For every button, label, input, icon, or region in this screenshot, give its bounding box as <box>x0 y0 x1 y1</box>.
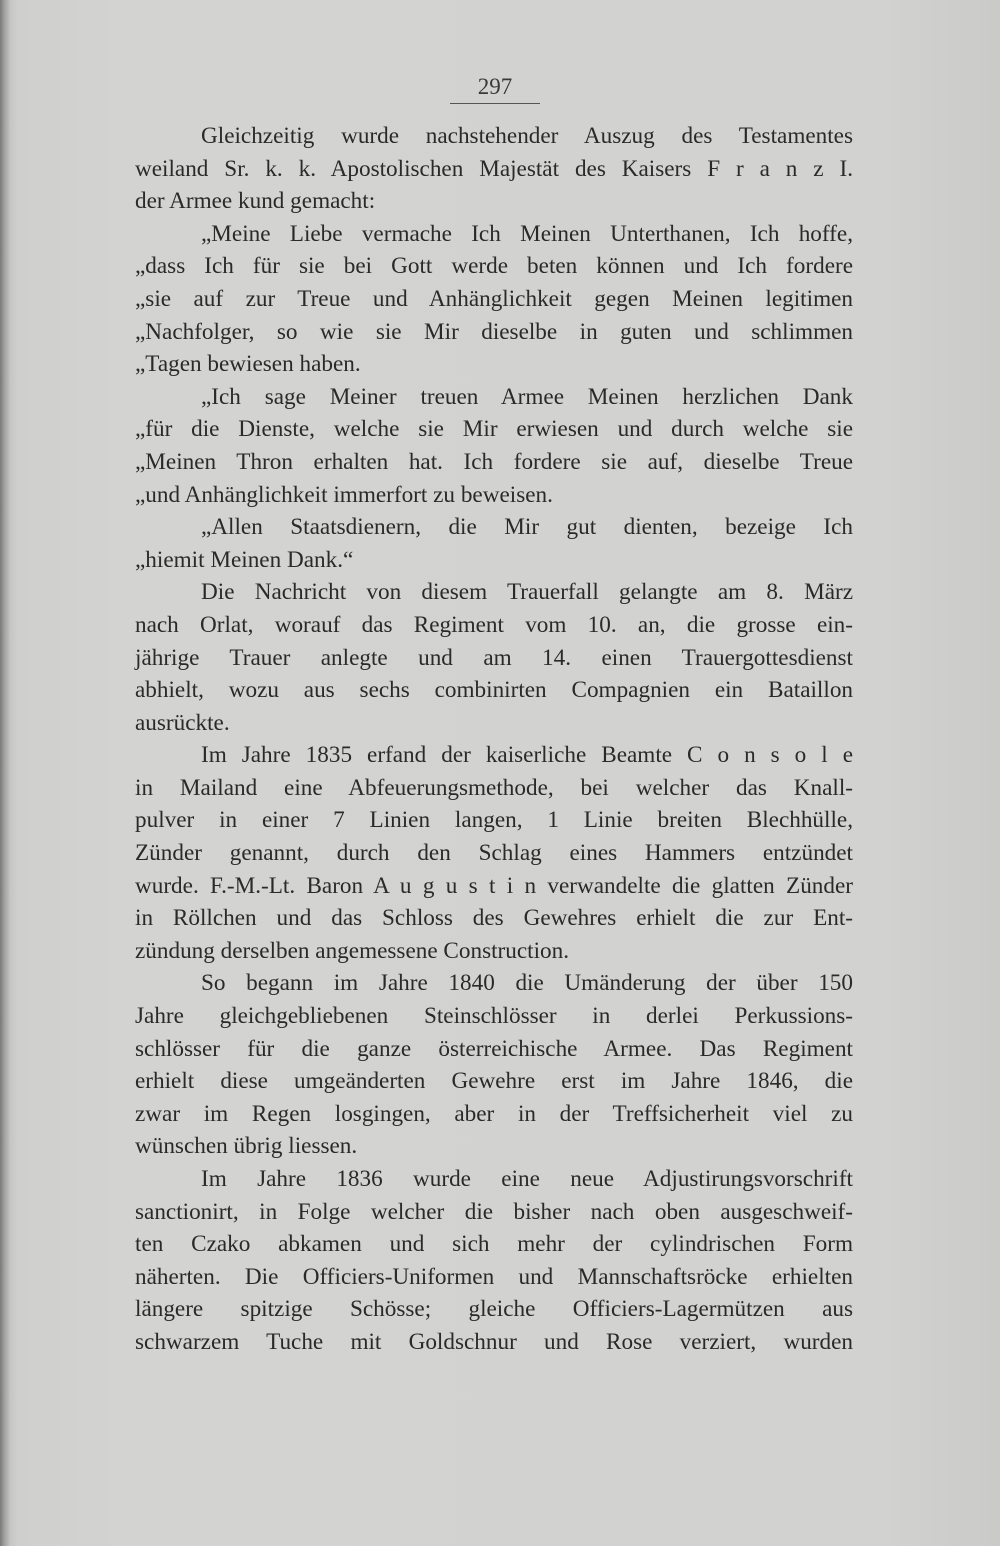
text-line: „hiemit Meinen Dank.“ <box>135 546 354 573</box>
text-line: nach Orlat, worauf das Regiment vom 10. an, die grosse ein- <box>135 611 853 638</box>
text-line: der Armee kund gemacht: <box>135 188 376 215</box>
text-line: ten Czako abkamen und sich mehr der cylindrischen Form <box>135 1231 853 1258</box>
text-line: sanctionirt, in Folge welcher die bisher nach oben ausgeschweif- <box>135 1198 853 1225</box>
text-line: „für die Dienste, welche sie Mir erwiesen und durch welche sie <box>135 416 853 443</box>
text-line: näherten. Die Officiers-Uniformen und Mannschaftsröcke erhielten <box>135 1263 853 1290</box>
text-line: weiland Sr. k. k. Apostolischen Majestät des Kaisers F r a n z I. <box>135 155 853 182</box>
text-line: abhielt, wozu aus sechs combinirten Compagnien ein Bataillon <box>135 677 853 704</box>
text-line: zwar im Regen losgingen, aber in der Treffsicherheit viel zu <box>135 1100 853 1127</box>
text-line: erhielt diese umgeänderten Gewehre erst im Jahre 1846, die <box>135 1068 853 1095</box>
text-line: jährige Trauer anlegte und am 14. einen Trauergottesdienst <box>135 644 853 671</box>
text-line: wurde. F.-M.-Lt. Baron A u g u s t i n verwandelte die glatten Zünder <box>135 872 853 899</box>
text-line: wünschen übrig liessen. <box>135 1133 358 1160</box>
text-line: „Meine Liebe vermache Ich Meinen Unterthanen, Ich hoffe, <box>201 220 853 247</box>
text-line: Zünder genannt, durch den Schlag eines Hammers entzündet <box>135 840 853 867</box>
text-line: „Nachfolger, so wie sie Mir dieselbe in guten und schlimmen <box>135 318 853 345</box>
text-line: „Allen Staatsdienern, die Mir gut dienten, bezeige Ich <box>201 514 853 541</box>
text-line: „Meinen Thron erhalten hat. Ich fordere sie auf, dieselbe Treue <box>135 448 853 475</box>
text-line: in Röllchen und das Schloss des Gewehres erhielt die zur Ent- <box>135 905 853 932</box>
binding-shadow <box>0 0 10 1546</box>
text-line: schwarzem Tuche mit Goldschnur und Rose verziert, wurden <box>135 1328 853 1355</box>
text-line: ausrückte. <box>135 709 230 736</box>
text-line: „dass Ich für sie bei Gott werde beten können und Ich fordere <box>135 253 853 280</box>
text-line: Im Jahre 1836 wurde eine neue Adjustirungsvorschrift <box>201 1166 853 1192</box>
text-line: „und Anhänglichkeit immerfort zu beweisen. <box>135 481 553 508</box>
text-line: „Tagen bewiesen haben. <box>135 351 361 378</box>
text-line: schlösser für die ganze österreichische Armee. Das Regiment <box>135 1035 853 1062</box>
text-line: Gleichzeitig wurde nachstehender Auszug des Testamentes <box>201 123 853 149</box>
text-line: „sie auf zur Treue und Anhänglichkeit gegen Meinen legitimen <box>135 285 853 312</box>
text-line: in Mailand eine Abfeuerungsmethode, bei welcher das Knall- <box>135 774 853 801</box>
text-line: So begann im Jahre 1840 die Umänderung der über 150 <box>201 970 853 997</box>
text-line: Die Nachricht von diesem Trauerfall gelangte am 8. März <box>201 579 853 606</box>
body-text <box>135 120 853 1359</box>
text-line: längere spitzige Schösse; gleiche Officiers-Lagermützen aus <box>135 1296 853 1323</box>
page-number: 297 <box>450 74 540 104</box>
text-line: zündung derselben angemessene Construction. <box>135 937 570 964</box>
text-line: pulver in einer 7 Linien langen, 1 Linie breiten Blechhülle, <box>135 807 853 834</box>
text-line: Jahre gleichgebliebenen Steinschlösser in derlei Perkussions- <box>135 1003 853 1030</box>
text-line: „Ich sage Meiner treuen Armee Meinen herzlichen Dank <box>201 383 853 410</box>
text-line: Im Jahre 1835 erfand der kaiserliche Beamte C o n s o l e <box>201 742 853 769</box>
